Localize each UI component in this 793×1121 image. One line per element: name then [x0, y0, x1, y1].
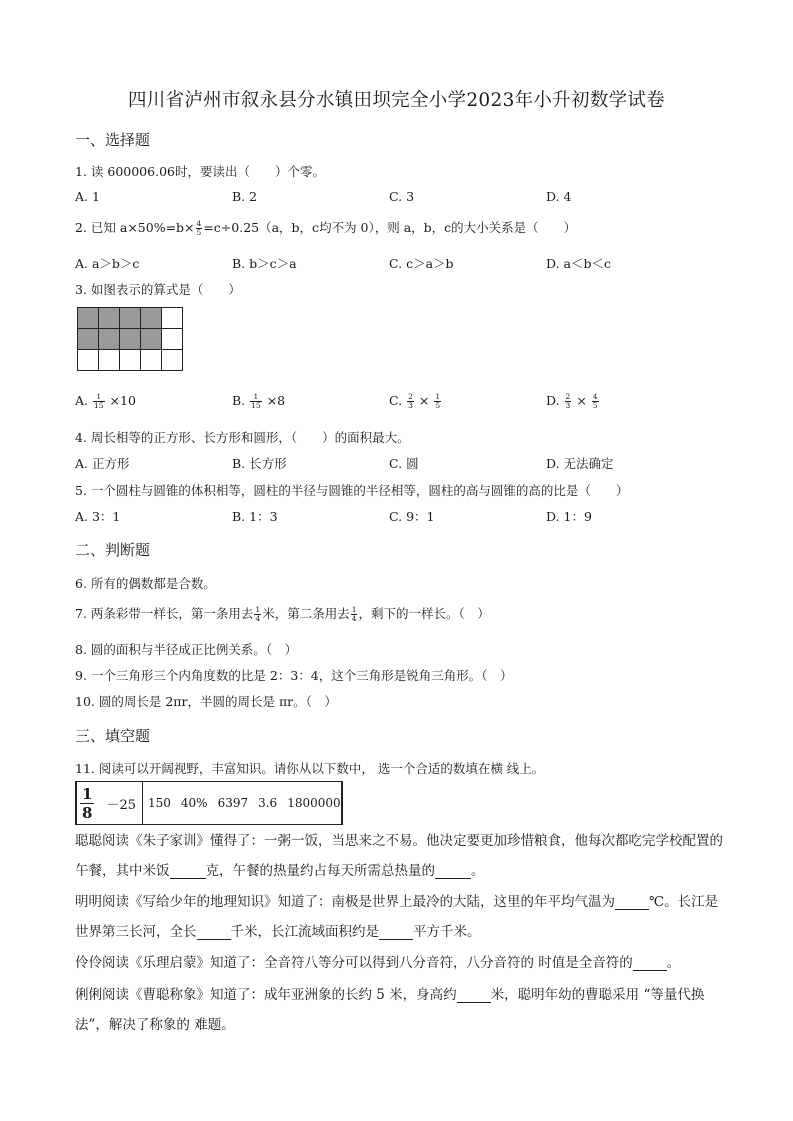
- grid-cell: [78, 350, 99, 371]
- question-9: 9. 一个三角形三个内角度数的比是 2：3：4，这个三角形是锐角三角形。（ ）: [75, 668, 513, 683]
- q4-option-b: B. 长方形: [232, 456, 287, 471]
- answer-blank[interactable]: [379, 926, 413, 940]
- grid-cell-shaded: [120, 329, 141, 350]
- q2-text-pre: 2. 已知 a×50%=b×: [75, 220, 195, 235]
- question-4: 4. 周长相等的正方形、长方形和圆形，（ ）的面积最大。: [75, 430, 410, 445]
- answer-blank[interactable]: [170, 865, 206, 879]
- question-6: 6. 所有的偶数都是合数。: [75, 576, 216, 591]
- q3-option-d: D. $\frac{2}{3}$ × $\frac{4}{5}$: [546, 392, 598, 410]
- q3-option-a: A. $\frac{1}{15}$ ×10: [75, 392, 136, 410]
- grid-cell-shaded: [78, 329, 99, 350]
- grid-cell: [162, 308, 183, 329]
- q2-option-a: A. a＞b＞c: [75, 256, 140, 271]
- q11-box-negative: －25: [106, 797, 136, 813]
- question-10: 10. 圆的周长是 2πr，半圆的周长是 πr。（ ）: [75, 694, 337, 709]
- q11-box-value: 3.6: [258, 796, 278, 810]
- q1-option-a: A. 1: [75, 189, 100, 204]
- answer-blank[interactable]: [197, 926, 231, 940]
- q1-option-d: D. 4: [546, 189, 572, 204]
- grid-cell-shaded: [78, 308, 99, 329]
- q11-box-value: 150: [147, 796, 171, 810]
- grid-cell-shaded: [141, 329, 162, 350]
- grid-row: [78, 308, 183, 329]
- q11-number-box: [75, 781, 343, 825]
- q11-paragraph-4a: 俐俐阅读《曹聪称象》知道了：成年亚洲象的长约 5 米，身高约 米，聪明年幼的曹聪采用 “等量代换: [75, 987, 705, 1003]
- q2-fraction: $\frac{4}{5}$: [196, 219, 202, 237]
- grid-cell-shaded: [141, 308, 162, 329]
- q11-box-value: 40%: [180, 796, 208, 810]
- grid-cell-shaded: [99, 329, 120, 350]
- q3-grid-figure: [77, 307, 183, 371]
- q3-option-c: C. $\frac{2}{3}$ × $\frac{1}{5}$: [389, 392, 441, 410]
- question-2: [75, 218, 576, 237]
- q4-option-d: D. 无法确定: [546, 456, 614, 471]
- q11-box-value: 1800000: [287, 796, 341, 810]
- answer-blank[interactable]: [633, 957, 667, 971]
- grid-cell-shaded: [120, 308, 141, 329]
- answer-blank[interactable]: [457, 989, 491, 1003]
- q2-option-d: D. a＜b＜c: [546, 256, 611, 271]
- section-heading-judgment: 二、判断题: [75, 541, 151, 559]
- page-title: 四川省泸州市叙永县分水镇田坝完全小学2023年小升初数学试卷: [127, 90, 666, 111]
- question-1: 1. 读 600006.06时，要读出（ ）个零。: [75, 164, 325, 179]
- q11-paragraph-3: 伶伶阅读《乐理启蒙》知道了：全音符八等分可以得到八分音符，八分音符的 时值是全音符的 。: [75, 955, 681, 971]
- question-7: 7. 两条彩带一样长，第一条用去 $\frac{1}{4}$ 米，第二条用去 $\frac{1}{4}$ ，剩下的一样长。（ ）: [75, 605, 490, 623]
- question-5: 5. 一个圆柱与圆锥的体积相等，圆柱的半径与圆锥的半径相等，圆柱的高与圆锥的高的比是（ ）: [75, 483, 629, 498]
- question-8: 8. 圆的面积与半径成正比例关系。（ ）: [75, 642, 298, 657]
- question-3: 3. 如图表示的算式是（ ）: [75, 282, 241, 297]
- q5-option-c: C. 9：1: [389, 509, 435, 524]
- answer-blank[interactable]: [615, 896, 649, 910]
- q5-option-a: A. 3：1: [75, 509, 121, 524]
- grid-cell: [99, 350, 120, 371]
- q3-option-b: B. $\frac{1}{15}$ ×8: [232, 392, 286, 410]
- grid-row: [78, 350, 183, 371]
- q11-paragraph-2a: 明明阅读《写给少年的地理知识》知道了：南极是世界上最冷的大陆，这里的年平均气温为 ℃。长江是: [75, 894, 719, 910]
- grid-cell: [141, 350, 162, 371]
- q2-text-post: =c÷0.25（a，b，c均不为 0），则 a，b，c的大小关系是（ ）: [203, 220, 577, 235]
- section-heading-choice: 一、选择题: [75, 131, 151, 149]
- q11-box-value: 6397: [217, 796, 249, 810]
- q4-option-a: A. 正方形: [75, 456, 130, 471]
- section-heading-fill-in: 三、填空题: [75, 727, 151, 745]
- q1-option-c: C. 3: [389, 189, 415, 204]
- answer-blank[interactable]: [435, 865, 471, 879]
- q5-option-b: B. 1：3: [232, 509, 278, 524]
- q5-option-d: D. 1：9: [546, 509, 592, 524]
- q2-option-c: C. c＞a＞b: [389, 256, 454, 271]
- q1-option-b: B. 2: [232, 189, 258, 204]
- grid-cell-shaded: [99, 308, 120, 329]
- question-11: 11. 阅读可以开阔视野，丰富知识。请你从以下数中， 选一个合适的数填在横 线上。: [75, 761, 545, 776]
- q11-box-fraction: 1 8: [82, 784, 93, 822]
- q11-paragraph-2b: 世界第三长河，全长 千米，长江流域面积约是 平方千米。: [75, 924, 481, 940]
- grid-cell: [162, 350, 183, 371]
- q4-option-c: C. 圆: [389, 456, 419, 471]
- grid-cell: [120, 350, 141, 371]
- grid-cell: [162, 329, 183, 350]
- q2-option-b: B. b＞c＞a: [232, 256, 297, 271]
- q11-paragraph-4b: 法”，解决了称象的 难题。: [75, 1017, 235, 1033]
- q11-paragraph-1a: 聪聪阅读《朱子家训》懂得了：一粥一饭，当思来之不易。他决定要更加珍惜粮食，他每次都吃完学校配置的: [75, 833, 723, 849]
- q11-paragraph-1b: 午餐，其中米饭 克，午餐的热量约占每天所需总热量的 。: [75, 863, 485, 879]
- grid-row: [78, 329, 183, 350]
